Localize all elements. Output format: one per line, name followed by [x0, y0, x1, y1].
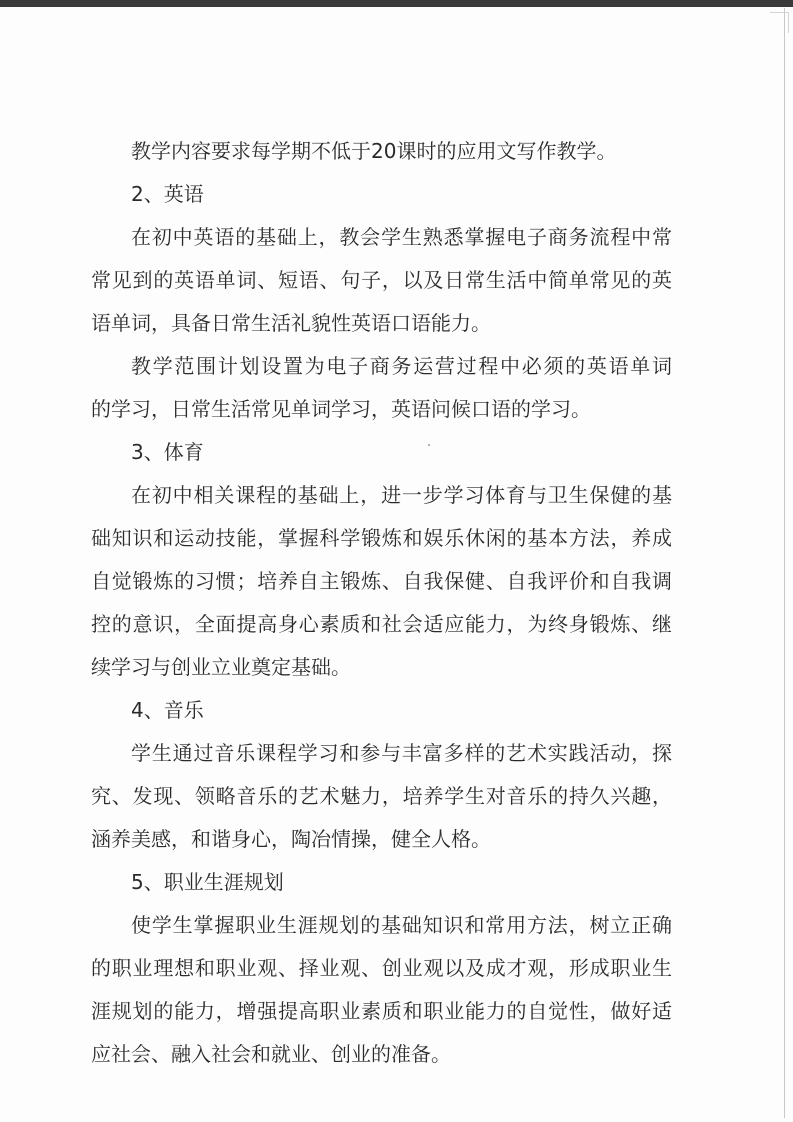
- paragraph-line: 础知识和运动技能，掌握科学锻炼和娱乐休闲的基本方法，养成: [91, 526, 672, 550]
- paragraph-line: 应社会、融入社会和就业、创业的准备。: [91, 1042, 451, 1066]
- section-heading-career-planning: 5、职业生涯规划: [131, 870, 284, 894]
- paragraph-line: 的职业理想和职业观、择业观、创业观以及成才观，形成职业生: [91, 956, 672, 980]
- paragraph-line: 常见到的英语单词、短语、句子，以及日常生活中简单常见的英: [91, 268, 672, 292]
- paragraph-line: 教学范围计划设置为电子商务运营过程中必须的英语单词: [131, 354, 672, 378]
- paragraph-line: 在初中相关课程的基础上，进一步学习体育与卫生保健的基: [131, 483, 672, 507]
- paragraph-line: 在初中英语的基础上，教会学生熟悉掌握电子商务流程中常: [131, 225, 672, 249]
- paragraph-line: 究、发现、领略音乐的艺术魅力，培养学生对音乐的持久兴趣，: [91, 784, 672, 808]
- paragraph-line: 语单词，具备日常生活礼貌性英语口语能力。: [91, 311, 491, 335]
- scan-edge-line: [784, 8, 785, 1118]
- paragraph-line: 涯规划的能力，增强提高职业素质和职业能力的自觉性，做好适: [91, 999, 672, 1023]
- scan-speck: [428, 444, 430, 446]
- writing-teaching-requirement: 教学内容要求每学期不低于20课时的应用文写作教学。: [131, 139, 617, 163]
- paragraph-line: 自觉锻炼的习惯；培养自主锻炼、自我保健、自我评价和自我调: [91, 569, 672, 593]
- section-heading-english: 2、英语: [131, 182, 204, 206]
- paragraph-line: 涵养美感，和谐身心，陶冶情操，健全人格。: [91, 827, 491, 851]
- scan-corner-mark: [770, 12, 789, 33]
- paragraph-line: 控的意识，全面提高身心素质和社会适应能力，为终身锻炼、继: [91, 612, 672, 636]
- paragraph-line: 使学生掌握职业生涯规划的基础知识和常用方法，树立正确: [131, 913, 672, 937]
- section-heading-music: 4、音乐: [131, 698, 204, 722]
- paragraph-line: 学生通过音乐课程学习和参与丰富多样的艺术实践活动，探: [131, 741, 672, 765]
- scan-top-border: [0, 0, 793, 7]
- section-heading-pe: 3、体育: [131, 440, 204, 464]
- paragraph-line: 续学习与创业立业奠定基础。: [91, 655, 351, 679]
- paragraph-line: 的学习，日常生活常见单词学习，英语问候口语的学习。: [91, 397, 591, 421]
